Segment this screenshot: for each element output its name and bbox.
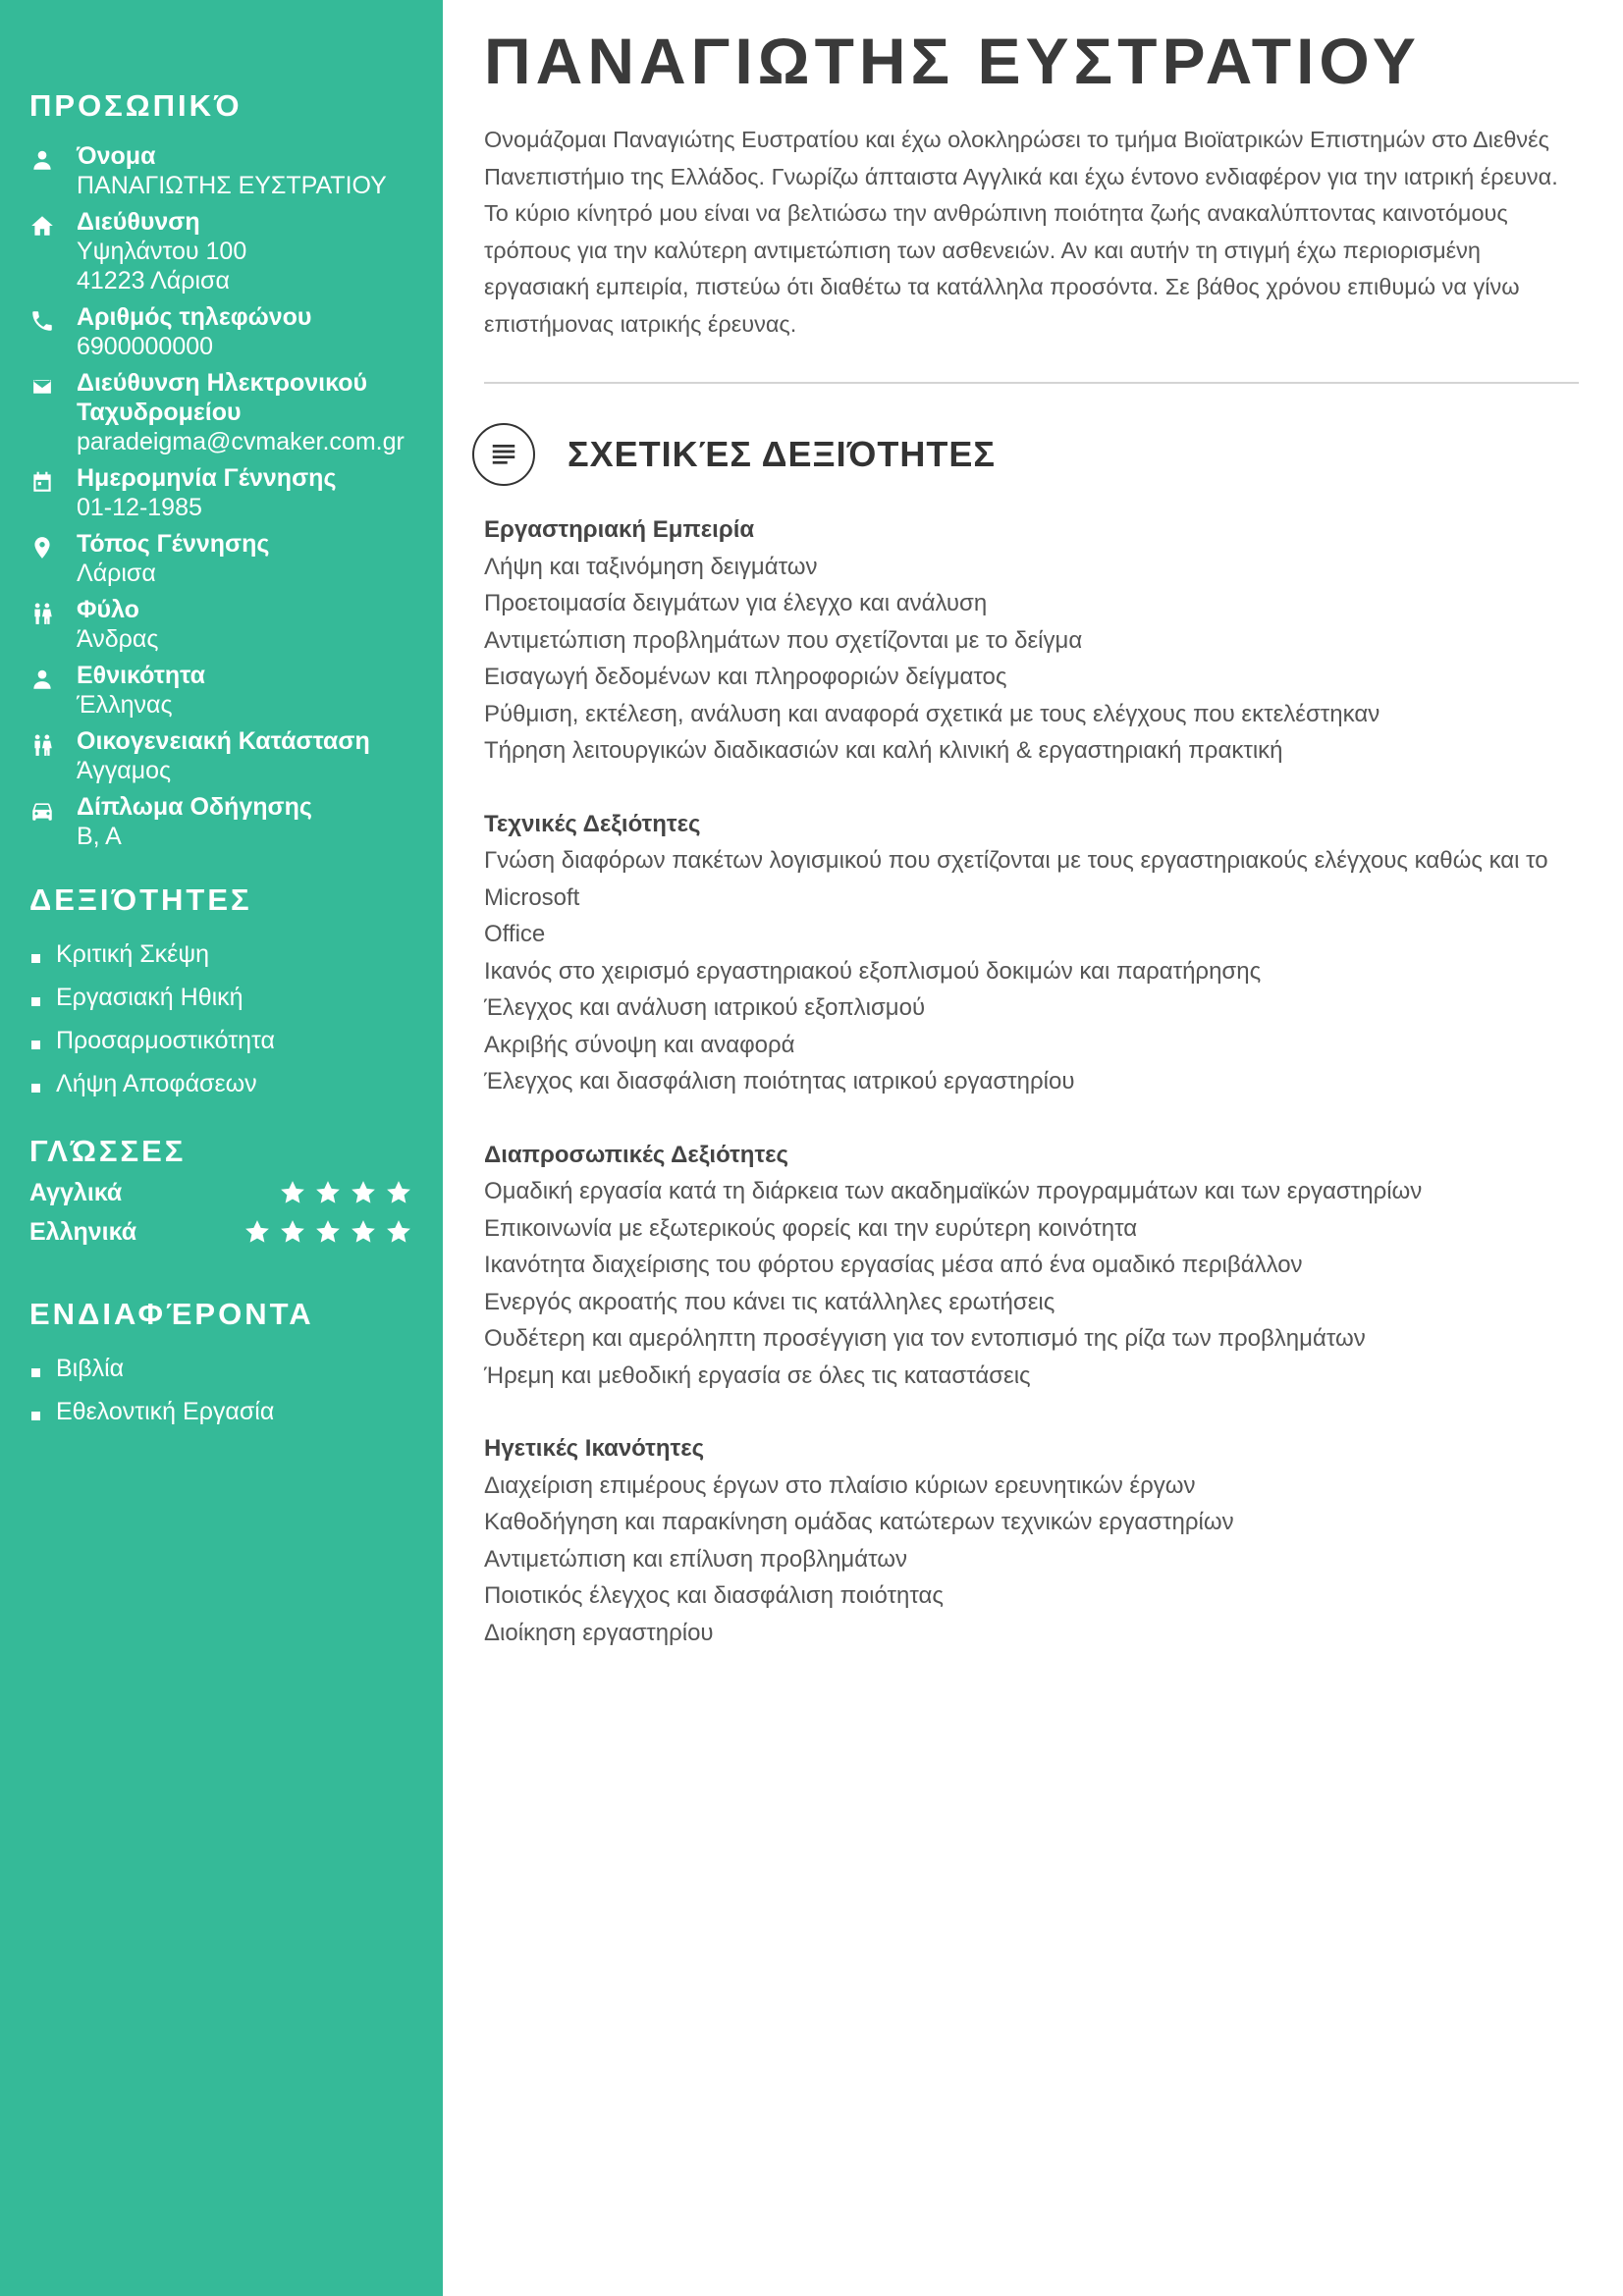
- skill-group-items: [484, 1468, 1579, 1652]
- document-lines-icon: [472, 423, 535, 486]
- email-icon: [29, 368, 77, 400]
- skill-line: Ικανότητα διαχείρισης του φόρτου εργασίας μέσα από ένα ομαδικό περιβάλλον: [484, 1252, 1303, 1278]
- contact-label: Ημερομηνία Γέννησης: [77, 464, 337, 492]
- skill-group: [484, 1137, 1579, 1395]
- language-rating: [243, 1217, 413, 1247]
- contact-label: Εθνικότητα: [77, 662, 205, 689]
- contact-value: paradeigma@cvmaker.com.gr: [77, 428, 405, 455]
- skill-item: [29, 1069, 413, 1098]
- person-icon: [29, 661, 77, 692]
- bullet-square-icon: [31, 1084, 40, 1093]
- star-icon: [243, 1217, 272, 1247]
- skill-line: Προετοιμασία δειγμάτων για έλεγχο και ανάλυση: [484, 590, 988, 616]
- bullet-square-icon: [31, 1041, 40, 1049]
- contact-label: Τόπος Γέννησης: [77, 530, 270, 558]
- skill-item-label: Λήψη Αποφάσεων: [56, 1070, 257, 1097]
- interest-item-label: Βιβλία: [56, 1355, 125, 1382]
- skills-list: [29, 939, 413, 1098]
- star-icon: [278, 1217, 307, 1247]
- star-icon: [349, 1178, 378, 1207]
- skill-line: Τήρηση λειτουργικών διαδικασιών και καλή κλινική & εργαστηριακή πρακτική: [484, 737, 1283, 764]
- skill-line: Ομαδική εργασία κατά τη διάρκεια των ακαδημαϊκών προγραμμάτων και των εργαστηρίων: [484, 1178, 1423, 1204]
- contact-text: [77, 207, 246, 295]
- languages-list: [29, 1173, 413, 1252]
- contact-text: [77, 302, 311, 361]
- contact-item: [29, 661, 413, 720]
- skill-group-items: [484, 549, 1579, 770]
- contact-item: [29, 207, 413, 295]
- interests-heading: ΕΝΔΙΑΦΈΡΟΝΤΑ: [29, 1297, 314, 1331]
- skill-line: Ποιοτικός έλεγχος και διασφάλιση ποιότητας: [484, 1582, 944, 1609]
- skill-groups: [484, 511, 1579, 1651]
- bullet-square-icon: [31, 1412, 40, 1420]
- skill-line: Λήψη και ταξινόμηση δειγμάτων: [484, 553, 818, 580]
- interest-item-label: Εθελοντική Εργασία: [56, 1398, 275, 1425]
- bullet-square-icon: [31, 954, 40, 963]
- star-icon: [313, 1217, 343, 1247]
- section-header: [472, 423, 1579, 486]
- skill-line: Διοίκηση εργαστηρίου: [484, 1619, 714, 1646]
- skill-line: Καθοδήγηση και παρακίνηση ομάδας κατώτερων τεχνικών εργαστηρίων: [484, 1509, 1234, 1535]
- relevant-skills-section: [484, 423, 1579, 1651]
- contact-item: [29, 595, 413, 654]
- skill-line: Ενεργός ακροατής που κάνει τις κατάλληλες ερωτήσεις: [484, 1288, 1055, 1315]
- skill-line: Εισαγωγή δεδομένων και πληροφοριών δείγματος: [484, 664, 1007, 690]
- language-name: Αγγλικά: [29, 1178, 123, 1206]
- skill-group-title: Ηγετικές Ικανότητες: [484, 1435, 705, 1462]
- contact-item: [29, 529, 413, 588]
- sidebar: [0, 0, 443, 2296]
- interests-list: [29, 1354, 413, 1426]
- contact-value: Άγγαμος: [77, 757, 172, 784]
- skill-line: Ρύθμιση, εκτέλεση, ανάλυση και αναφορά σχετικά με τους ελέγχους που εκτελέστηκαν: [484, 700, 1380, 727]
- languages-heading: ΓΛΏΣΣΕΣ: [29, 1134, 187, 1168]
- skill-item: [29, 983, 413, 1012]
- contact-label: Δίπλωμα Οδήγησης: [77, 793, 312, 821]
- contact-label: Όνομα: [77, 142, 156, 170]
- skill-group-title: Διαπροσωπικές Δεξιότητες: [484, 1141, 789, 1168]
- skill-item-label: Προσαρμοστικότητα: [56, 1027, 275, 1054]
- star-icon: [384, 1178, 413, 1207]
- car-icon: [29, 792, 77, 824]
- language-row: [29, 1212, 413, 1252]
- skill-line: Αντιμετώπιση προβλημάτων που σχετίζονται με το δείγμα: [484, 626, 1083, 654]
- people-icon: [29, 595, 77, 626]
- interest-item: [29, 1397, 413, 1426]
- languages-section: [29, 1134, 413, 1252]
- contact-item: [29, 792, 413, 851]
- contact-item: [29, 726, 413, 785]
- location-pin-icon: [29, 529, 77, 561]
- skill-line: Ακριβής σύνοψη και αναφορά: [484, 1031, 795, 1058]
- star-icon: [278, 1178, 307, 1207]
- contact-text: [77, 595, 158, 654]
- contact-value: ΠΑΝΑΓΙΩΤΗΣ ΕΥΣΤΡΑΤΙΟΥ: [77, 172, 387, 199]
- skill-line: Έλεγχος και διασφάλιση ποιότητας ιατρικού εργαστηρίου: [484, 1068, 1075, 1095]
- personal-heading: ΠΡΟΣΩΠΙΚΌ: [29, 88, 243, 123]
- skill-group: [484, 511, 1579, 770]
- contact-text: [77, 726, 370, 785]
- skill-line: Ήρεμη και μεθοδική εργασία σε όλες τις καταστάσεις: [484, 1362, 1031, 1389]
- skill-line: Ουδέτερη και αμερόληπτη προσέγγιση για τον εντοπισμό της ρίζα των προβλημάτων: [484, 1325, 1366, 1352]
- contact-label: Φύλο: [77, 596, 139, 623]
- skill-group-title: Εργαστηριακή Εμπειρία: [484, 516, 755, 543]
- contact-value: Έλληνας: [77, 691, 173, 719]
- contact-text: [77, 792, 312, 851]
- calendar-icon: [29, 463, 77, 495]
- skill-group-items: [484, 842, 1579, 1100]
- skill-line: Office: [484, 921, 546, 947]
- home-icon: [29, 207, 77, 239]
- star-icon: [313, 1178, 343, 1207]
- section-title: ΣΧΕΤΙΚΈΣ ΔΕΞΙΌΤΗΤΕΣ: [568, 434, 996, 474]
- contact-label: Διεύθυνση Ηλεκτρονικού Ταχυδρομείου: [77, 369, 368, 426]
- contact-value: 41223 Λάρισα: [77, 267, 230, 294]
- skill-group-title: Τεχνικές Δεξιότητες: [484, 810, 701, 837]
- contact-text: [77, 529, 269, 588]
- contact-value: Λάρισα: [77, 560, 156, 587]
- candidate-name: ΠΑΝΑΓΙΩΤΗΣ ΕΥΣΤΡΑΤΙΟΥ: [484, 25, 1421, 97]
- star-icon: [349, 1217, 378, 1247]
- contact-label: Διεύθυνση: [77, 208, 200, 236]
- skill-line: Διαχείριση επιμέρους έργων στο πλαίσιο κύριων ερευνητικών έργων: [484, 1471, 1196, 1499]
- skill-item-label: Κριτική Σκέψη: [56, 940, 210, 968]
- skill-group: [484, 806, 1579, 1100]
- contact-value: 01-12-1985: [77, 494, 202, 521]
- main-content: [443, 0, 1623, 2296]
- skill-item-label: Εργασιακή Ηθική: [56, 984, 243, 1011]
- interests-section: [29, 1297, 413, 1426]
- contact-label: Οικογενειακή Κατάσταση: [77, 727, 370, 755]
- contact-value: 6900000000: [77, 333, 214, 360]
- skill-line: Αντιμετώπιση και επίλυση προβλημάτων: [484, 1545, 908, 1573]
- skill-group: [484, 1430, 1579, 1651]
- star-icon: [384, 1217, 413, 1247]
- contact-item: [29, 368, 413, 456]
- skill-line: Γνώση διαφόρων πακέτων λογισμικού που σχετίζονται με τους εργαστηριακούς ελέγχους καθώς και το Microsoft: [484, 847, 1548, 911]
- contact-text: [77, 141, 387, 200]
- language-rating: [278, 1178, 413, 1207]
- section-divider: [484, 382, 1579, 384]
- interest-item: [29, 1354, 413, 1383]
- contact-value: Άνδρας: [77, 625, 159, 653]
- bullet-square-icon: [31, 1368, 40, 1377]
- language-name: Ελληνικά: [29, 1217, 137, 1246]
- phone-icon: [29, 302, 77, 334]
- contact-text: [77, 463, 336, 522]
- contact-label: Αριθμός τηλεφώνου: [77, 303, 312, 331]
- contact-item: [29, 302, 413, 361]
- contact-item: [29, 463, 413, 522]
- skill-item: [29, 1026, 413, 1055]
- language-row: [29, 1173, 413, 1212]
- person-icon: [29, 141, 77, 173]
- skill-group-items: [484, 1173, 1579, 1394]
- contact-text: [77, 661, 205, 720]
- skill-line: Έλεγχος και ανάλυση ιατρικού εξοπλισμού: [484, 994, 926, 1021]
- people-icon: [29, 726, 77, 758]
- contact-text: [77, 368, 413, 456]
- skills-heading: ΔΕΞΙΌΤΗΤΕΣ: [29, 882, 252, 917]
- contact-item: [29, 141, 413, 200]
- skill-line: Ικανός στο χειρισμό εργαστηριακού εξοπλισμού δοκιμών και παρατήρησης: [484, 957, 1262, 985]
- bullet-square-icon: [31, 997, 40, 1006]
- profile-summary: Ονομάζομαι Παναγιώτης Ευστρατίου και έχω ολοκληρώσει το τμήμα Βιοϊατρικών Επιστημών στο Διεθνές Πανεπιστήμιο της Ελλάδος. Γνωρίζω άπταιστα Αγγλικά και έχω έντονο ενδιαφέρον για την ιατρική έρευνα. Το κύριο κίνητρό μου είναι να βελτιώσω την ανθρώπινη ποιότητα ζωής ανακαλύπτοντας καινοτόμους τρόπους για την καλύτερη αντιμετώπιση των ασθενειών. Αν και αυτήν τη στιγμή έχω περιορισμένη εργασιακή εμπειρία, πιστεύω ότι διαθέτω τα κατάλληλα προσόντα. Σε βάθος χρόνου επιθυμώ να γίνω επιστήμονας ιατρικής έρευνας.: [484, 127, 1558, 337]
- skill-line: Επικοινωνία με εξωτερικούς φορείς και την ευρύτερη κοινότητα: [484, 1214, 1138, 1242]
- contact-value: Υψηλάντου 100: [77, 238, 247, 265]
- skill-item: [29, 939, 413, 969]
- personal-section: [29, 88, 413, 851]
- personal-list: [29, 141, 413, 851]
- skills-sidebar-section: [29, 882, 413, 1098]
- contact-value: Β, Α: [77, 823, 122, 850]
